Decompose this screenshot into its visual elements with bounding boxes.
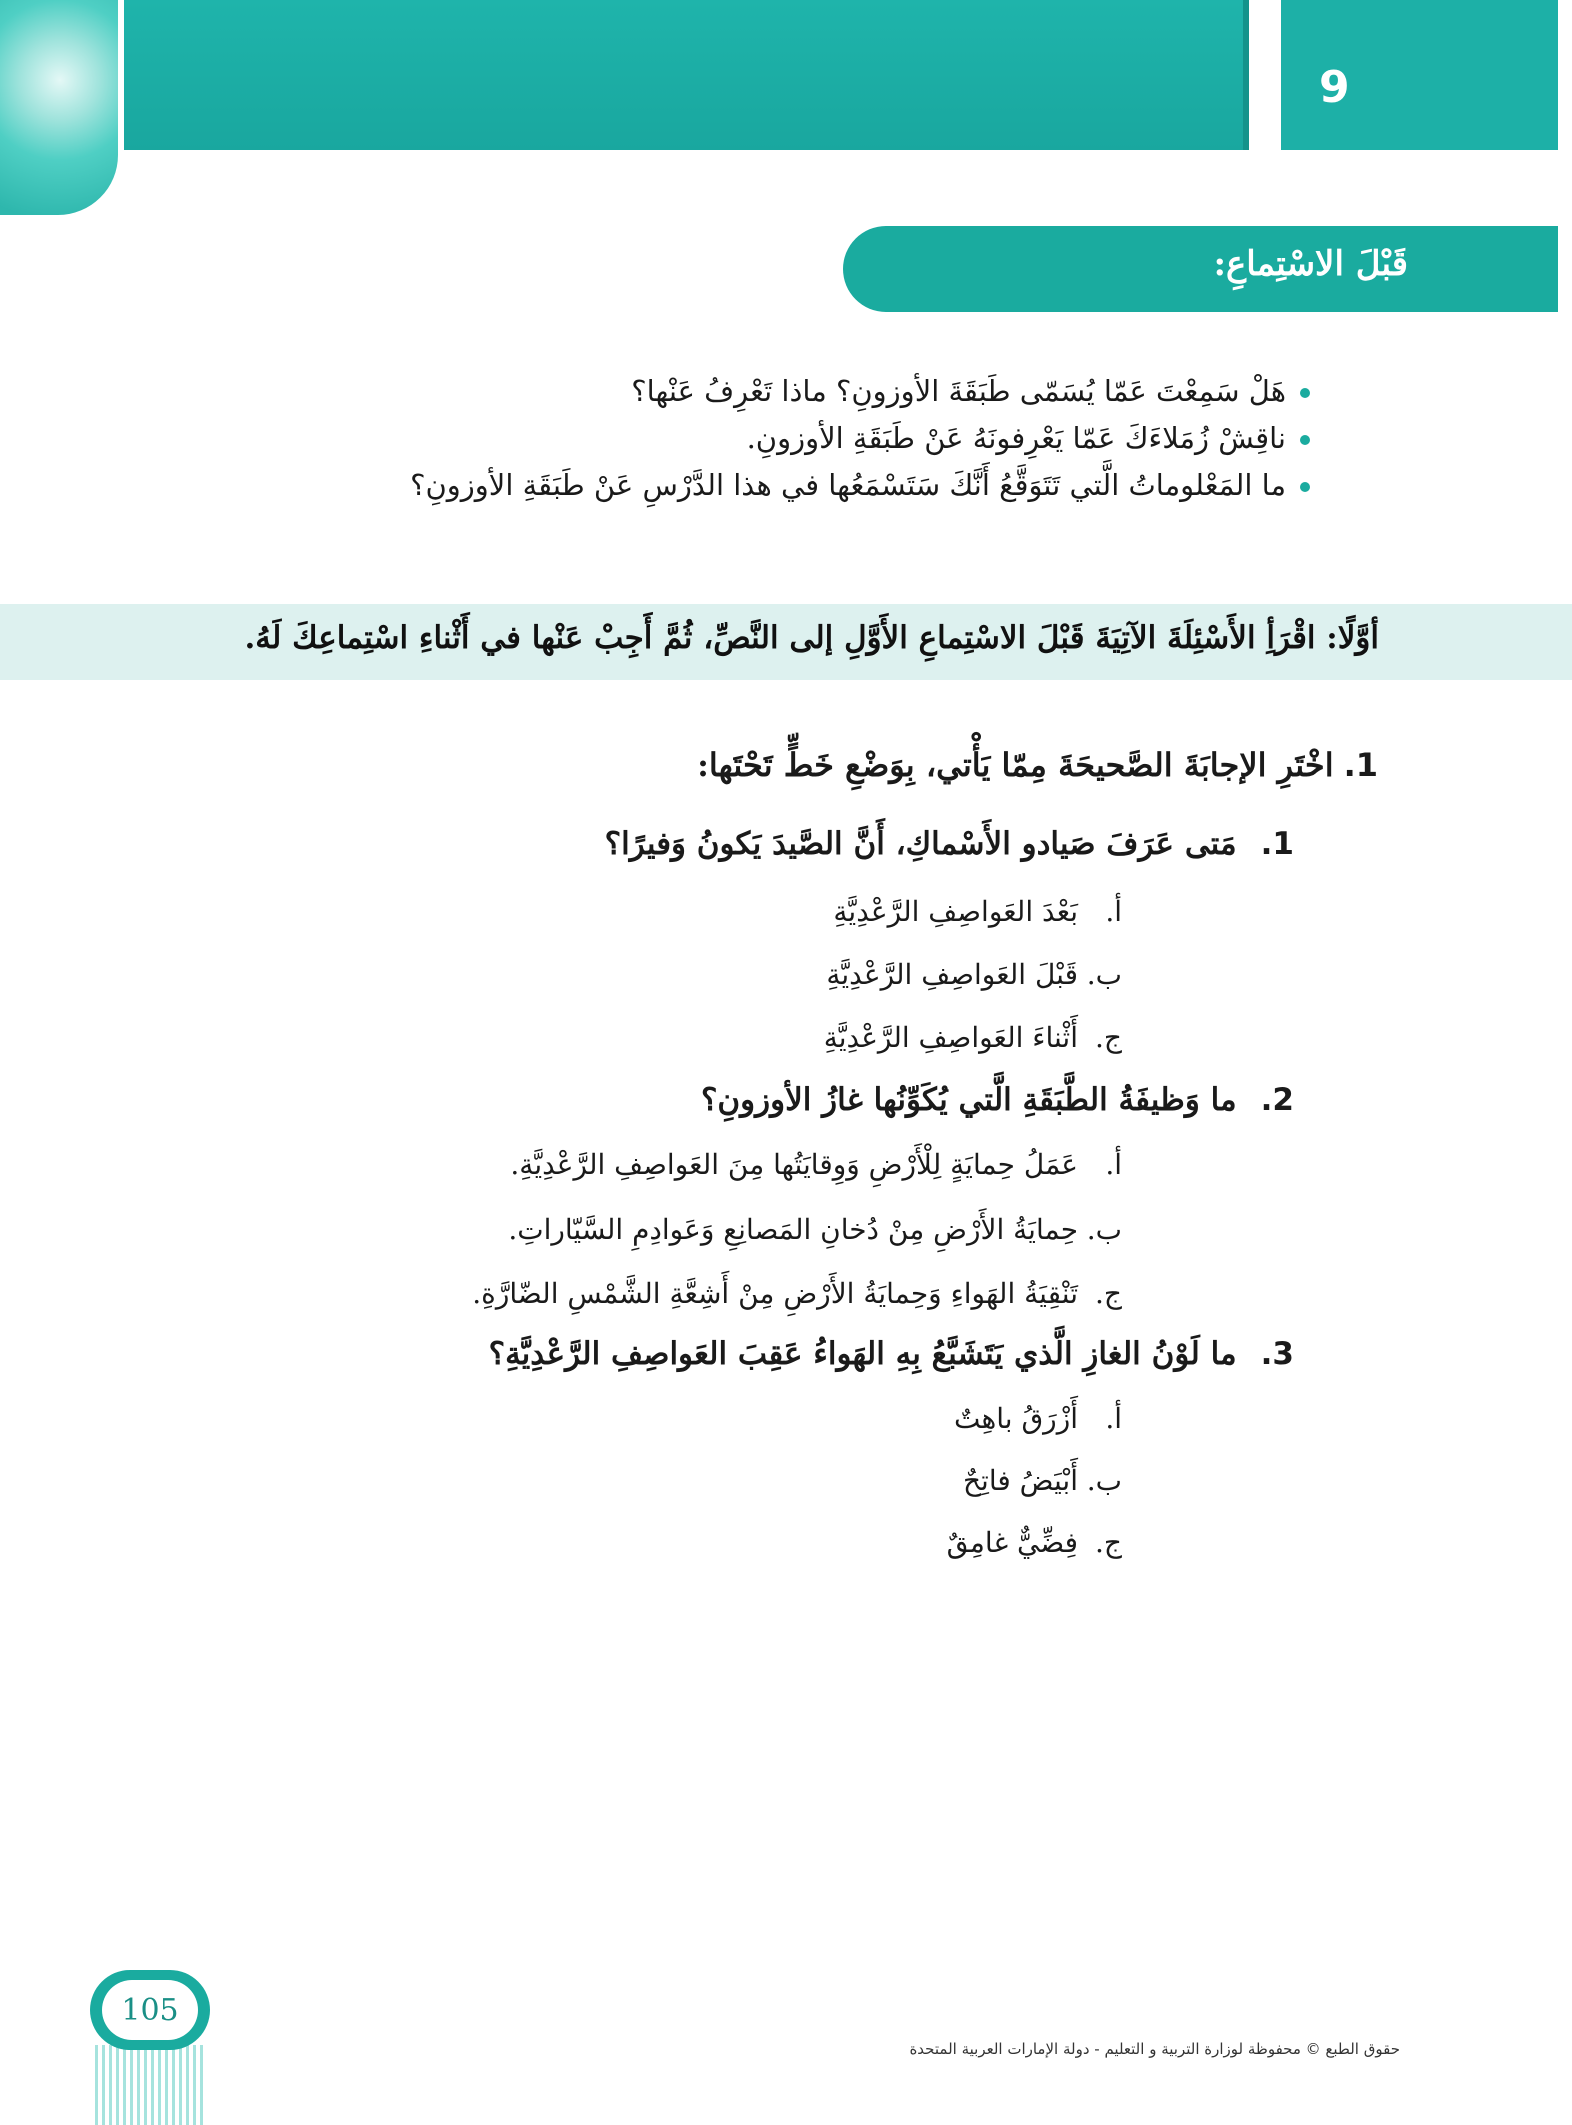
list-item: هَلْ سَمِعْتَ عَمّا يُسَمّى طَبَقَةَ الأوزونِ؟ ماذا تَعْرِفُ عَنْها؟ xyxy=(250,368,1310,415)
option-2a[interactable]: أ.عَمَلُ حِمايَةٍ لِلْأَرْضِ وَوِقايَتُها مِنَ العَواصِفِ الرَّعْدِيَّةِ. xyxy=(510,1148,1122,1181)
option-3a[interactable]: أ.أَزْرَقُ باهِتٌ xyxy=(953,1402,1122,1435)
question-1 xyxy=(605,826,1294,862)
badge-pattern xyxy=(95,2045,205,2125)
exercise-text: اخْتَرِ الإجابَةَ الصَّحيحَةَ مِمّا يَأْتي، بِوَضْعِ خَطٍّ تَحْتَها: xyxy=(697,746,1334,784)
question-text: ما وَظيفَةُ الطَّبَقَةِ الَّتي يُكَوِّنُها غازُ الأوزونِ؟ xyxy=(700,1082,1237,1118)
page-number: 105 xyxy=(102,1980,198,2040)
list-item: ما المَعْلوماتُ الَّتي تَتَوَقَّعُ أَنَّكَ سَتَسْمَعُها في هذا الدَّرْسِ عَنْ طَبَقَةِ الأوزونِ؟ xyxy=(250,462,1310,509)
list-item: ناقِشْ زُمَلاءَكَ عَمّا يَعْرِفونَهُ عَنْ طَبَقَةِ الأوزونِ. xyxy=(250,415,1310,462)
exercise-number: 1. xyxy=(1343,746,1378,784)
corner-decoration xyxy=(0,0,118,215)
question-number: 2. xyxy=(1260,1082,1294,1118)
option-2c[interactable]: ج.تَنْقِيَةُ الهَواءِ وَحِمايَةُ الأَرْضِ مِنْ أَشِعَّةِ الشَّمْسِ الضّارَّةِ. xyxy=(472,1277,1122,1310)
option-1c[interactable]: ج.أَثْناءَ العَواصِفِ الرَّعْدِيَّةِ xyxy=(823,1021,1122,1054)
exercise-heading xyxy=(697,746,1378,784)
section-header xyxy=(843,226,1558,312)
option-1b[interactable]: ب.قَبْلَ العَواصِفِ الرَّعْدِيَّةِ xyxy=(826,958,1122,991)
question-text: مَتى عَرَفَ صَيادو الأَسْماكِ، أَنَّ الصَّيدَ يَكونُ وَفيرًا؟ xyxy=(604,826,1237,862)
question-number: 3. xyxy=(1260,1336,1294,1372)
unit-number: 9 xyxy=(1319,62,1350,113)
question-text: ما لَوْنُ الغازِ الَّذي يَتَشَبَّعُ بِهِ الهَواءُ عَقِبَ العَواصِفِ الرَّعْدِيَّةِ؟ xyxy=(488,1336,1237,1372)
pre-listening-list xyxy=(250,368,1310,509)
option-2b[interactable]: ب.حِمايَةُ الأَرْضِ مِنْ دُخانِ المَصانِعِ وَعَوادِمِ السَّيّاراتِ. xyxy=(508,1213,1122,1246)
bullet-icon xyxy=(1300,388,1310,398)
unit-box xyxy=(1275,0,1558,150)
instruction-text: أوَّلًا: اقْرَأِ الأَسْئِلَةَ الآتِيَةَ قَبْلَ الاسْتِماعِ الأَوَّلِ إلى النَّصِّ، ثُمَّ أَجِبْ عَنْها في أَثْناءِ اسْتِماعِكَ لَهُ. xyxy=(244,620,1379,656)
copyright-text: حقوق الطبع © محفوظة لوزارة التربية و التعليم - دولة الإمارات العربية المتحدة xyxy=(909,2040,1400,2058)
option-3b[interactable]: ب.أَبْيَضُ فاتِحٌ xyxy=(962,1464,1122,1497)
question-2 xyxy=(701,1082,1294,1118)
header-banner xyxy=(124,0,1249,150)
question-number: 1. xyxy=(1260,826,1294,862)
bullet-icon xyxy=(1300,435,1310,445)
option-1a[interactable]: أ.بَعْدَ العَواصِفِ الرَّعْدِيَّةِ xyxy=(833,895,1122,928)
bullet-icon xyxy=(1300,482,1310,492)
option-3c[interactable]: ج.فِضِّيٌّ غامِقٌ xyxy=(946,1526,1122,1559)
question-3 xyxy=(489,1336,1294,1372)
section-title: قَبْلَ الاسْتِماعِ: xyxy=(1213,244,1408,284)
instruction-band xyxy=(0,604,1572,680)
page-badge xyxy=(90,1970,210,2050)
